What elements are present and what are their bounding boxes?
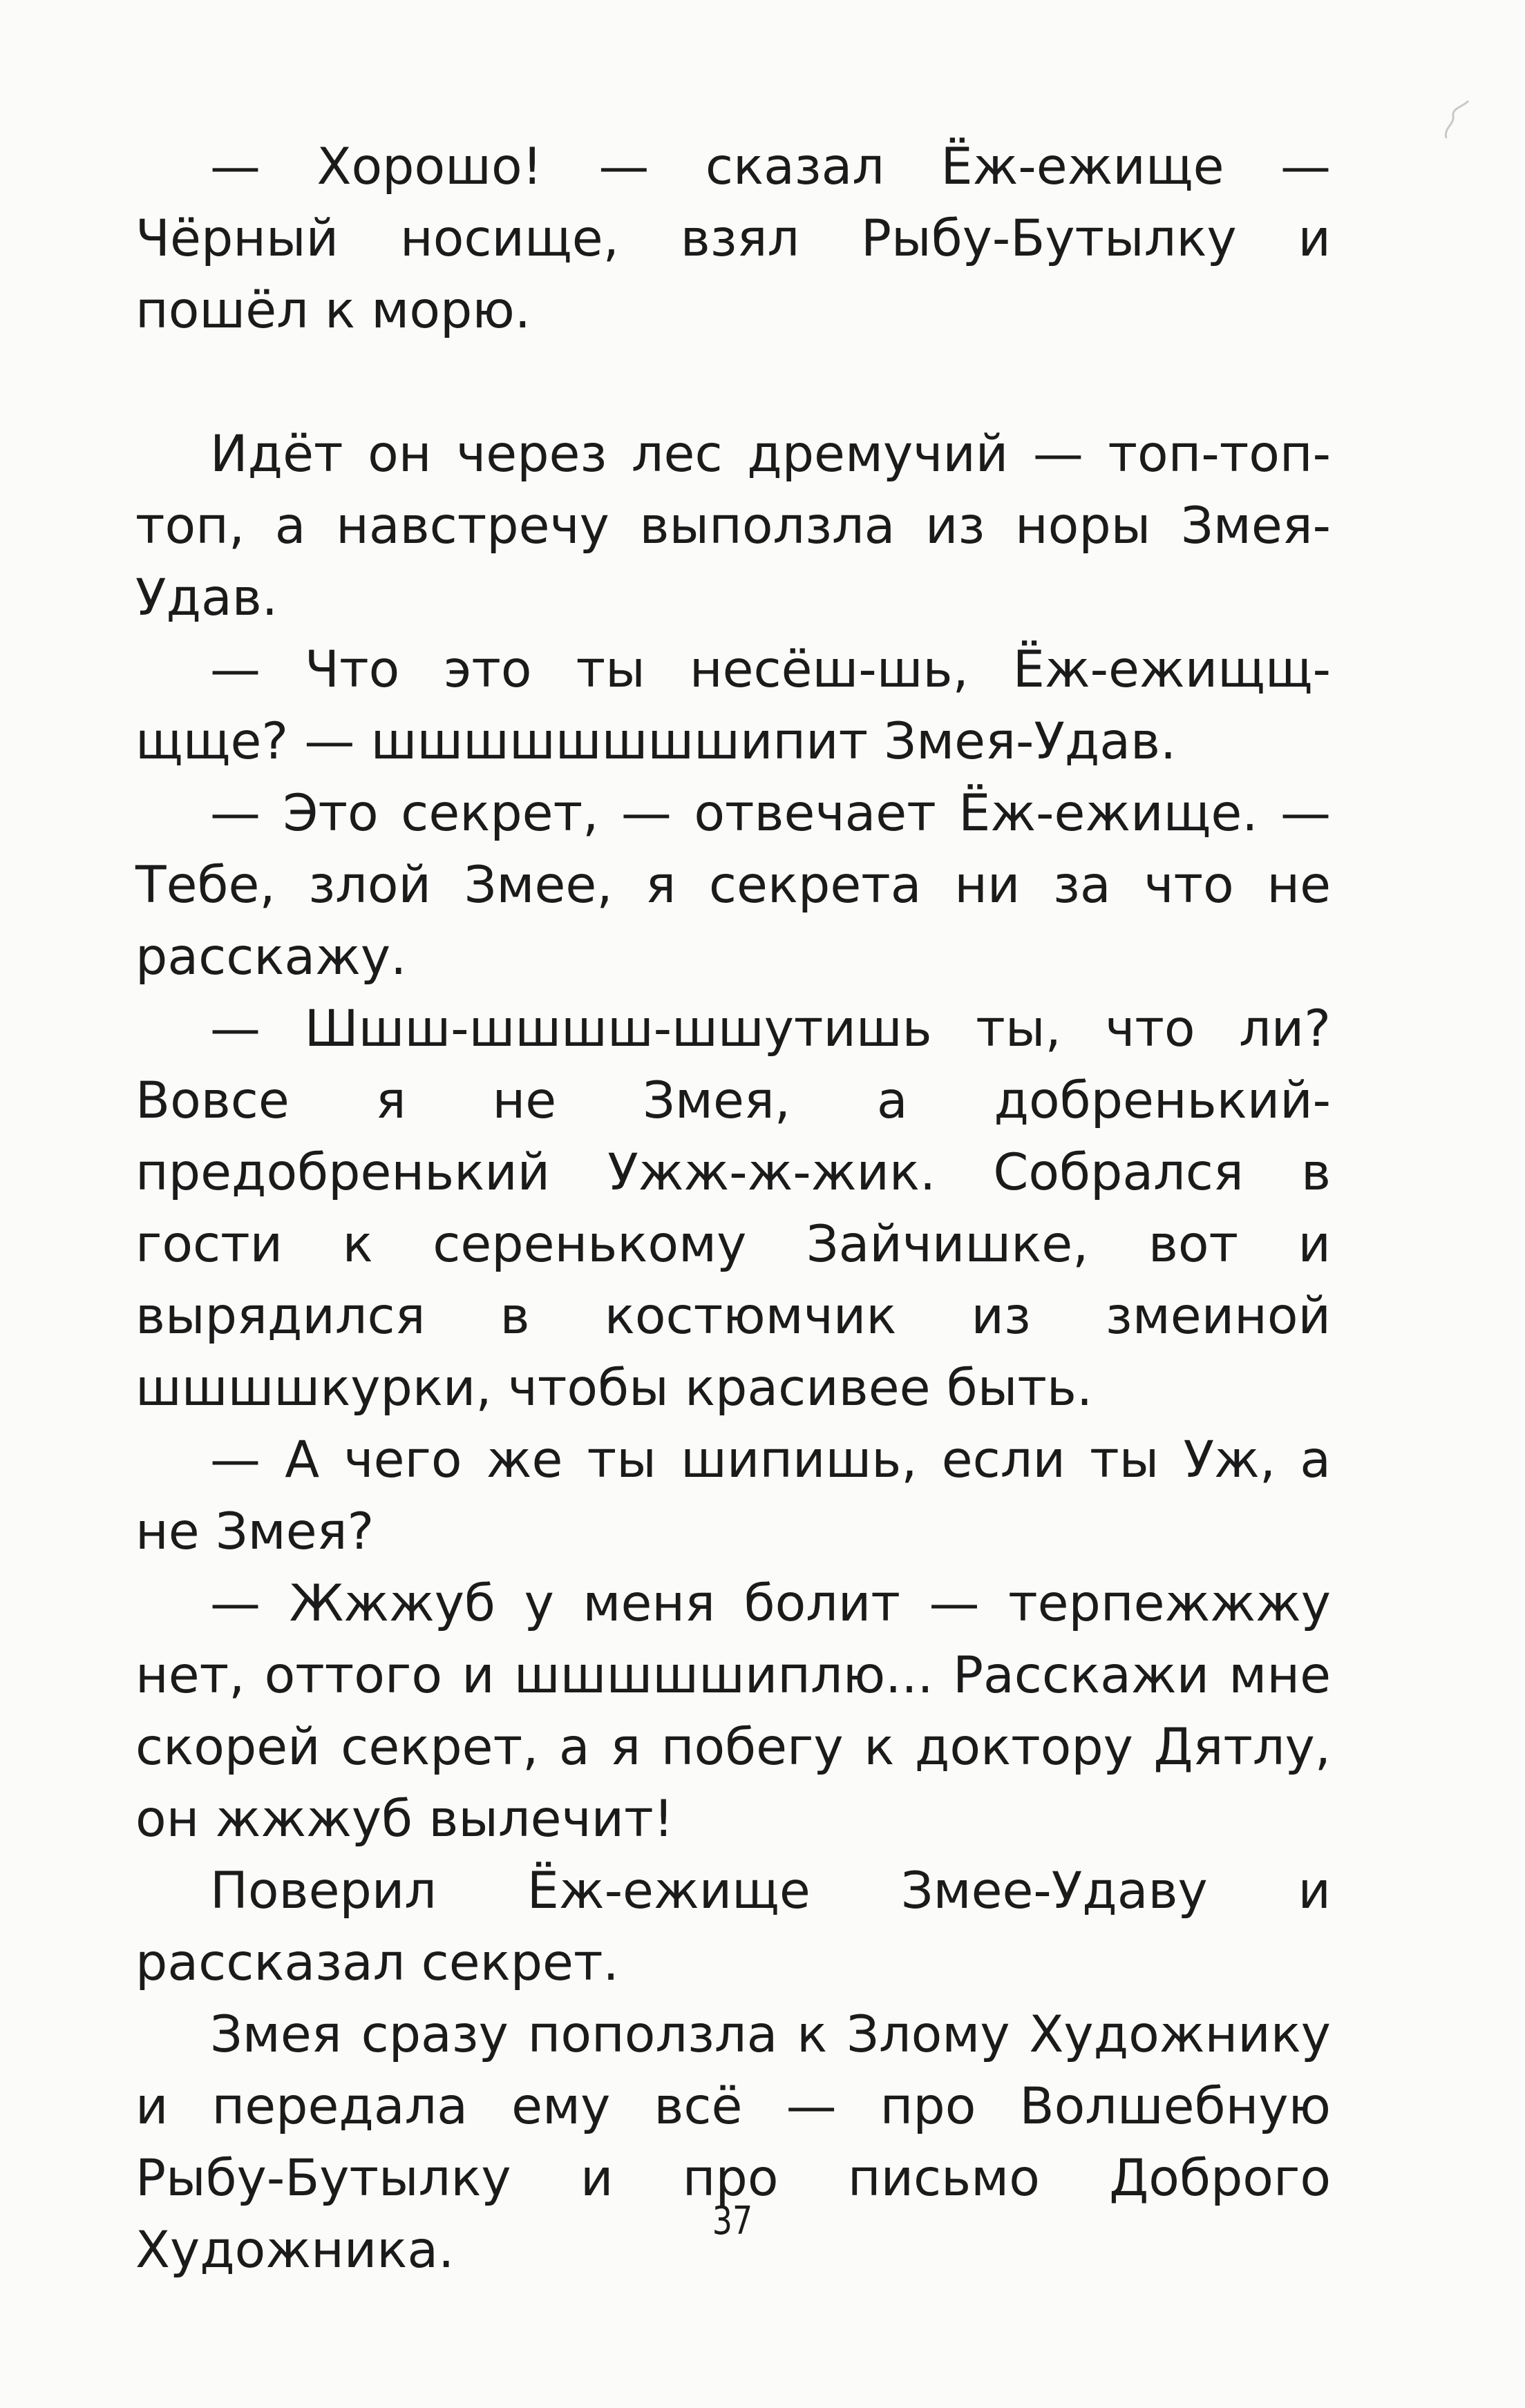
paragraph-7: — Жжжуб у меня болит — терпежжжу нет, оттого и шшшшшиплю... Расскажи мне скорей секрет, а я побегу к доктору Дятлу, он жжжуб вылечит! [135,1574,1331,1848]
paragraph-4: — Это секрет, — отвечает Ёж-ежище. — Тебе, злой Змее, я секрета ни за что не расскажу. [135,784,1331,986]
paragraph-2: Идёт он через лес дремучий — топ-топ-топ, а навстречу выползла из норы Змея-Удав. [135,425,1331,627]
paragraph-6: — А чего же ты шипишь, если ты Уж, а не Змея? [135,1431,1331,1561]
paragraph-5: — Шшш-шшшш-шшутишь ты, что ли? Вовсе я не Змея, а добренький-предобренький Ужж-ж-жик. Собрался в гости к серенькому Зайчишке, вот и вырядился в костюмчик из змеиной шшшшкурки, чтобы красивее быть. [135,1000,1331,1417]
paragraph-3: — Что это ты несёш-шь, Ёж-ежищщ-щще? — шшшшшшшшипит Змея-Удав. [135,640,1331,771]
paragraph-9: Змея сразу поползла к Злому Художнику и передала ему всё — про Волшебную Рыбу-Бутылку и про письмо Доброго Художника. [135,2005,1331,2280]
paragraph-1: — Хорошо! — сказал Ёж-ежище — Чёрный носище, взял Рыбу-Бутылку и пошёл к морю. [135,137,1331,340]
pencil-mark [1441,97,1482,145]
story-text [135,131,1331,2286]
paragraph-8: Поверил Ёж-ежище Змее-Удаву и рассказал секрет. [135,1862,1331,1992]
page-number: 37 [712,2199,753,2244]
